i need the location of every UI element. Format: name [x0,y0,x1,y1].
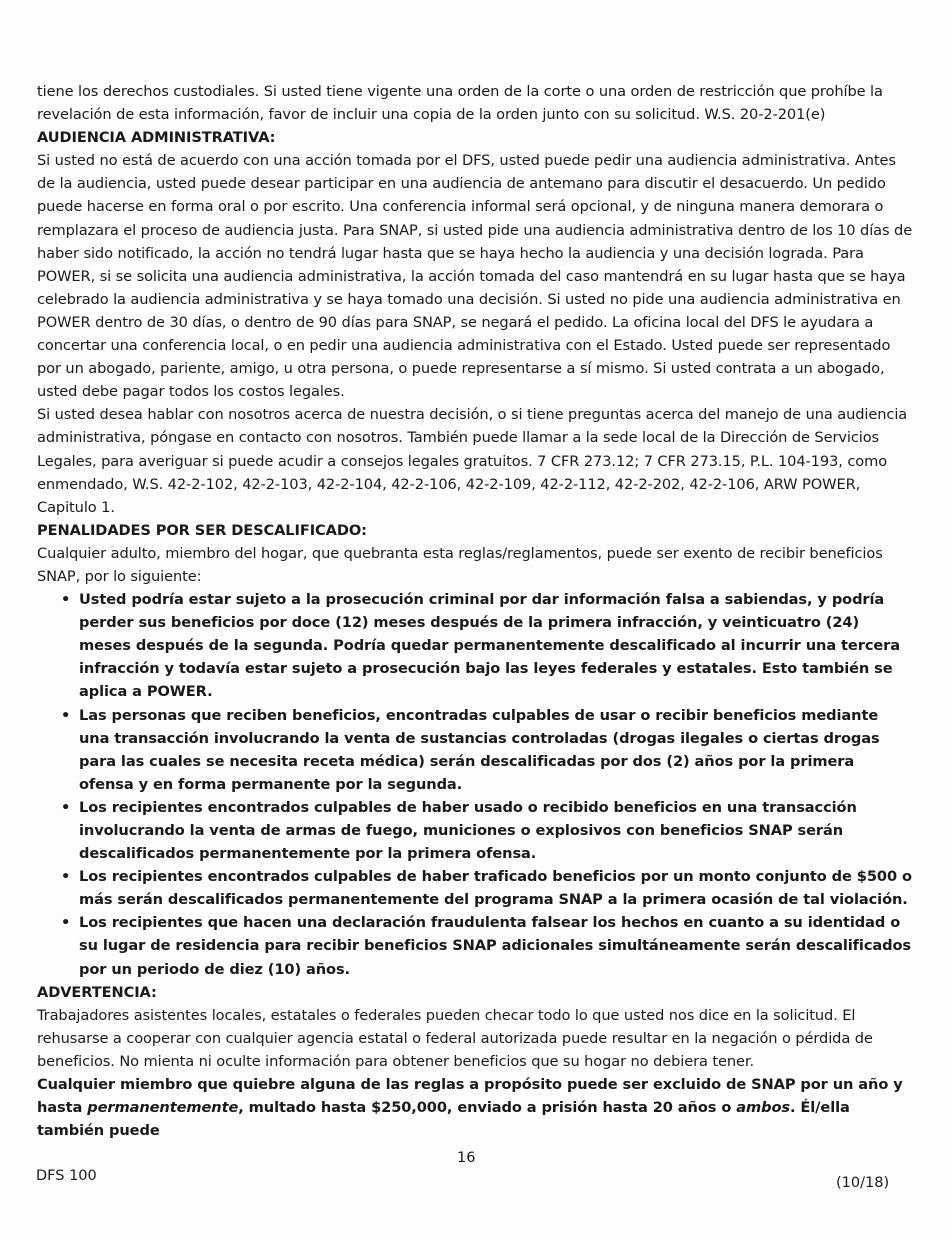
hearing-paragraph-1: Si usted no está de acuerdo con una acción tomada por el DFS, usted puede pedir una audiencia administrativa. Antes de la audiencia, usted puede desear participar en una audiencia de antemano para discutir el desacuerdo. Un pedido puede hacerse en forma oral o por escrito. Una conferencia informal será opcional, y de ninguna manera demorara o remplazara el proceso de audiencia justa. Para SNAP, si usted pide una audiencia administrativa dentro de los 10 días de haber sido notificado, la acción no tendrá lugar hasta que se haya hecho la audiencia y una decisión lograda. Para POWER, si se solicita una audiencia administrativa, la acción tomada del caso mantendrá en su lugar hasta que se haya celebrado la audiencia administrativa y se haya tomado una decisión. Si usted no pide una audiencia administrativa en POWER dentro de 30 días, o dentro de 90 días para SNAP, se negará el pedido. La oficina local del DFS le ayudara a concertar una conferencia local, o en pedir una audiencia administrativa con el Estado. Usted puede ser representado por un abogado, pariente, amigo, u otra persona, o puede representarse a sí mismo. Si usted contrata a un abogado, usted debe pagar todos los costos legales. [37,152,913,401]
warning-bold-text-1: Cualquier miembro que quiebre alguna de las reglas a propósito puede ser excluido de SNAP por un año y hasta [37,1076,903,1117]
warning-emphasis-1: permanentemente [87,1099,239,1117]
penalty-bullet: • Los recipientes encontrados culpables de haber traficado beneficios por un monto conjunto de $500 o más serán descalificados permanentemente del programa SNAP a la primera ocasión de tal violación. [79,865,913,911]
hearing-heading: AUDIENCIA ADMINISTRATIVA: [37,129,276,147]
warning-paragraph: Trabajadores asistentes locales, estatales o federales pueden checar todo lo que usted nos dice en la solicitud. El rehusarse a cooperar con cualquier agencia estatal o federal autorizada puede resultar en la negación o pérdida de beneficios. No mienta ni oculte información para obtener beneficios que su hogar no debiera tener. [37,1006,873,1070]
page-number: 16 [457,1150,476,1166]
warning-bold-text-3: . Él/ella también puede [37,1099,850,1140]
warning-heading: ADVERTENCIA: [37,983,157,1001]
penalties-intro: Cualquier adulto, miembro del hogar, que quebranta esta reglas/reglamentos, puede ser exento de recibir beneficios SNAP, por lo siguiente: [37,544,883,585]
penalty-bullet: • Los recipientes encontrados culpables de haber usado o recibido beneficios en una transacción involucrando la venta de armas de fuego, municiones o explosivos con beneficios SNAP serán descalificados permanentemente por la primera ofensa. [79,796,913,865]
penalty-bullet: • Los recipientes que hacen una declaración fraudulenta falsear los hechos en cuanto a su identidad o su lugar de residencia para recibir beneficios SNAP adicionales simultáneamente serán descalificados por un periodo de diez (10) años. [79,911,913,980]
hearing-paragraph-2: Si usted desea hablar con nosotros acerca de nuestra decisión, o si tiene preguntas acerca del manejo de una audiencia administrativa, póngase en contacto con nosotros. También puede llamar a la sede local de la Dirección de Servicios Legales, para averiguar si puede acudir a consejos legales gratuitos. 7 CFR 273.12; 7 CFR 273.15, P.L. 104-193, como enmendado, W.S. 42-2-102, 42-2-103, 42-2-104, 42-2-106, 42-2-109, 42-2-112, 42-2-202, 42-2-106, ARW POWER, Capitulo 1. [37,406,908,516]
intro-paragraph: tiene los derechos custodiales. Si usted tiene vigente una orden de la corte o una orden de restricción que prohíbe la revelación de esta información, favor de incluir una copia de la orden junto con su solicitud. W.S. 20-2-201(e) [37,83,883,124]
warning-bold-statement [37,1073,913,1142]
penalty-bullet: • Usted podría estar sujeto a la prosecución criminal por dar información falsa a sabiendas, y podría perder sus beneficios por doce (12) meses después de la primera infracción, y veinticuatro (24) meses después de la segunda. Podría quedar permanentemente descalificado al incurrir una tercera infracción y todavía estar sujeto a prosecución bajo las leyes federales y estatales. Esto también se aplica a POWER. [79,588,913,703]
penalty-bullet: • Las personas que reciben beneficios, encontradas culpables de usar o recibir beneficios mediante una transacción involucrando la venta de sustancias controladas (drogas ilegales o ciertas drogas para las cuales se necesita receta médica) serán descalificadas por dos (2) años por la primera ofensa y en forma permanente por la segunda. [79,704,913,796]
warning-emphasis-2: ambos [736,1099,790,1117]
form-id: DFS 100 [36,1168,97,1184]
penalties-list [37,588,913,981]
page-content [37,80,913,1142]
penalties-heading: PENALIDADES POR SER DESCALIFICADO: [37,521,367,539]
revision-date: (10/18) [836,1175,890,1191]
warning-bold-text-2: , multado hasta $250,000, enviado a prisión hasta 20 años o [238,1099,737,1117]
